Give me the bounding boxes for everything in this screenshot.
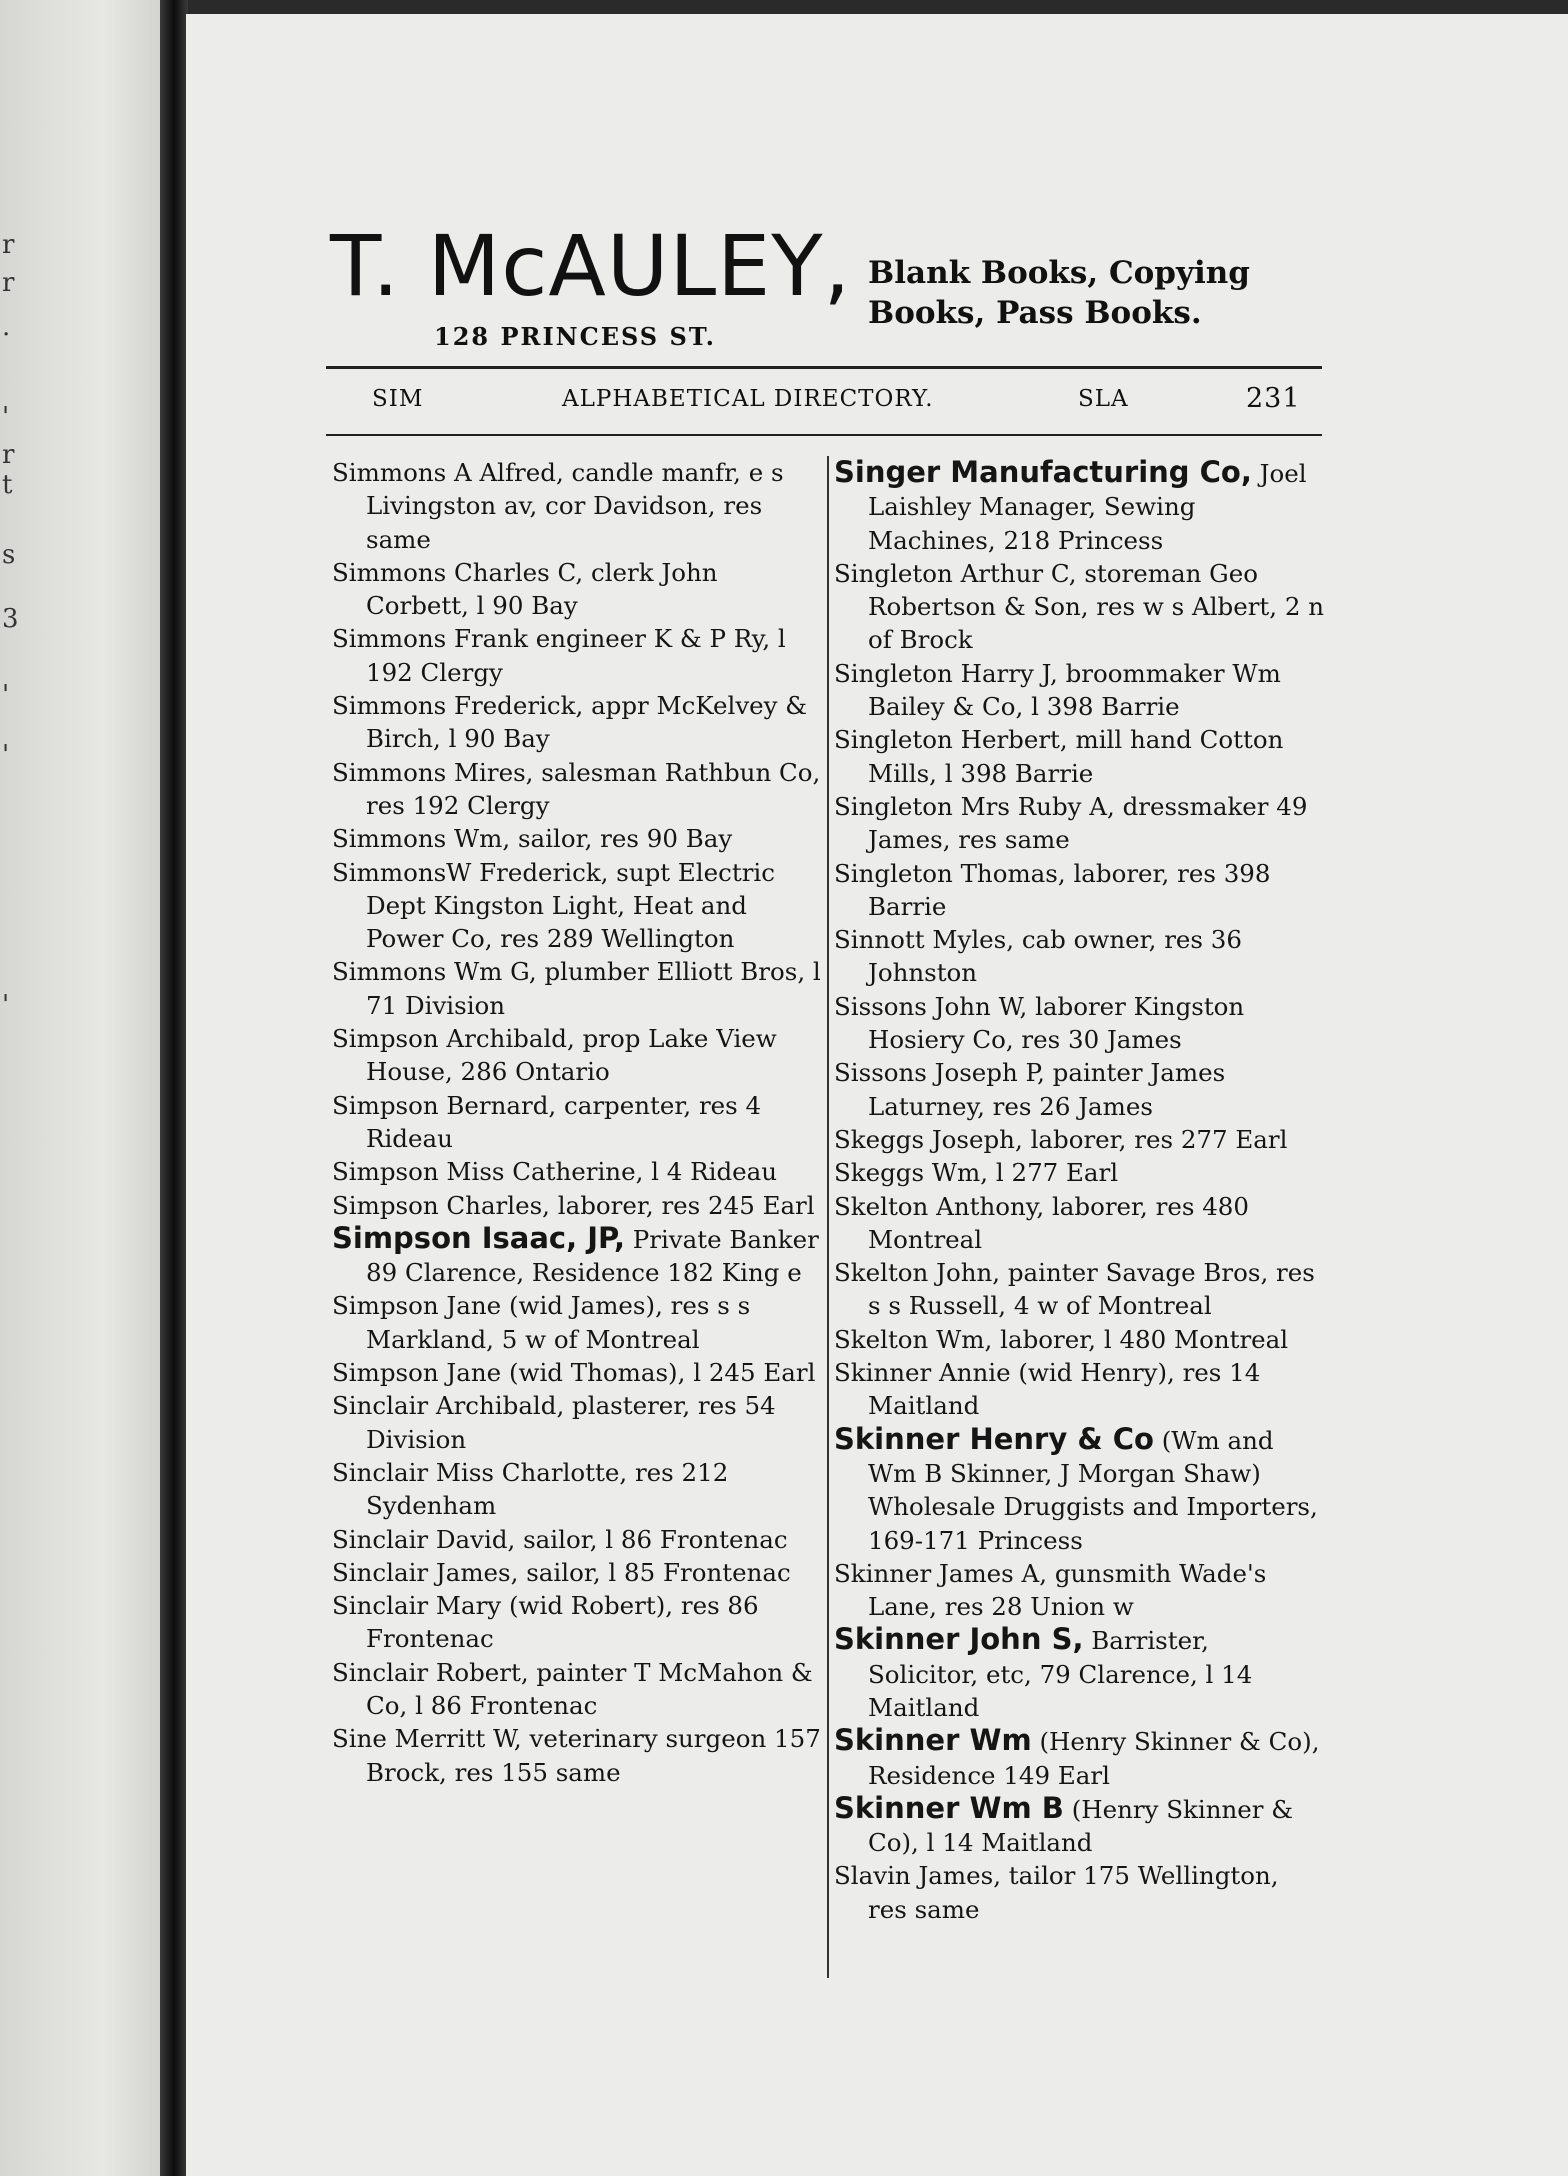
directory-entry <box>332 1456 822 1523</box>
entry-details: sailor, res 90 Bay <box>517 824 733 854</box>
running-head <box>326 383 1322 426</box>
entry-name: Sinclair Archibald, <box>332 1391 565 1421</box>
directory-entry <box>332 456 822 556</box>
entry-name: Simpson Isaac, JP, <box>332 1220 625 1255</box>
right-column <box>834 456 1324 1926</box>
entry-name: Sissons Joseph P, <box>834 1058 1045 1088</box>
directory-entry <box>834 1792 1324 1860</box>
directory-entry <box>332 756 822 823</box>
entry-name: Simmons Mires, <box>332 757 534 787</box>
entry-name: Sinclair Mary <box>332 1591 502 1621</box>
entry-name: Skelton Anthony, <box>834 1191 1045 1221</box>
directory-page <box>186 14 1568 2176</box>
entry-name: Simmons Wm, <box>332 824 511 854</box>
entry-name: Skinner Wm B <box>834 1790 1064 1825</box>
entry-name: Simmons Wm G, <box>332 957 537 987</box>
column-divider <box>827 456 829 1978</box>
directory-entry <box>834 657 1324 724</box>
entry-details: sailor, l 86 Frontenac <box>523 1524 788 1554</box>
directory-entry <box>834 990 1324 1057</box>
entry-details: carpenter, res 4 Rideau <box>366 1090 762 1153</box>
entry-details: Barrister, Solicitor, etc, 79 Clarence, l 14 Maitland <box>868 1626 1253 1722</box>
entry-details: veterinary surgeon 157 Brock, res 155 same <box>366 1724 821 1787</box>
entry-name: Simmons Charles C, <box>332 557 584 587</box>
entry-name: Simmons Frank <box>332 624 528 654</box>
entry-name: Simpson Jane <box>332 1291 502 1321</box>
entry-name: Skinner Annie <box>834 1358 1011 1388</box>
entry-details: sailor, l 85 Frontenac <box>526 1557 791 1587</box>
running-head-title: ALPHABETICAL DIRECTORY. <box>562 386 934 412</box>
entry-details: gunsmith Wade's Lane, res 28 Union w <box>868 1558 1267 1622</box>
entry-details: (wid James), res s s Markland, 5 w of Montreal <box>366 1291 751 1354</box>
entry-name: Simpson Archibald, <box>332 1024 575 1054</box>
directory-entry <box>834 1859 1324 1926</box>
entry-name: Skelton John, <box>834 1258 1001 1288</box>
entry-name: Simpson Miss Catherine, <box>332 1157 644 1187</box>
entry-details: laborer, res 245 Earl <box>557 1190 815 1220</box>
facing-page-edge <box>0 0 172 2176</box>
entry-details: tailor 175 Wellington, res same <box>868 1861 1279 1924</box>
entry-details: laborer, res 277 Earl <box>1030 1124 1288 1154</box>
entry-details: laborer, l 480 Montreal <box>1000 1324 1289 1354</box>
directory-entry <box>332 1222 822 1290</box>
directory-entry <box>332 1289 822 1356</box>
entry-details: laborer Kingston Hosiery Co, res 30 James <box>868 991 1245 1055</box>
facing-page-fragment: 3 <box>2 604 19 634</box>
facing-page-fragment: . <box>2 312 11 342</box>
entry-details: cab owner, res 36 Johnston <box>868 925 1242 988</box>
entry-name: Simmons Frederick, <box>332 691 584 721</box>
directory-entry <box>834 1190 1324 1257</box>
entry-details: Private Banker 89 Clarence, Residence 182 King e <box>366 1224 819 1288</box>
entry-details: plumber Elliott Bros, l 71 Division <box>366 957 821 1020</box>
entry-name: Singleton Arthur C, <box>834 558 1077 588</box>
directory-entry <box>332 1189 822 1222</box>
directory-entry <box>834 1056 1324 1123</box>
entry-details: (Henry Skinner & Co), Residence 149 Earl <box>868 1727 1320 1790</box>
entry-name: Singleton Thomas, <box>834 858 1066 888</box>
running-head-right-key: SLA <box>1078 386 1129 412</box>
advertisement-header <box>330 217 1314 374</box>
facing-page-fragment: s <box>2 540 16 570</box>
entry-details: clerk John Corbett, l 90 Bay <box>366 557 718 621</box>
directory-entry <box>834 1557 1324 1624</box>
entry-name: Sinclair James, <box>332 1557 519 1587</box>
advertiser-address: 128 PRINCESS ST. <box>434 322 716 351</box>
entry-name: SimmonsW Frederick, <box>332 857 609 887</box>
entry-details: supt Electric Dept Kingston Light, Heat and Power Co, res 289 Wellington <box>366 857 775 954</box>
directory-entry <box>834 456 1324 557</box>
entry-details: prop Lake View House, 286 Ontario <box>366 1024 777 1087</box>
directory-columns <box>332 456 1328 1986</box>
facing-page-fragment: r <box>2 230 15 260</box>
tagline-line-1: Blank Books, Copying <box>868 255 1250 291</box>
directory-entry <box>332 1523 822 1556</box>
entry-details: (wid Robert), res 86 Frontenac <box>366 1591 759 1654</box>
directory-entry <box>332 1589 822 1656</box>
entry-name: Sinclair Robert, <box>332 1657 529 1687</box>
directory-entry <box>332 1389 822 1456</box>
directory-entry <box>332 1155 822 1188</box>
entry-name: Sinnott Myles, <box>834 925 1015 955</box>
directory-entry <box>332 1022 822 1089</box>
entry-name: Sinclair David, <box>332 1524 516 1554</box>
facing-page-fragment: ' <box>2 402 10 432</box>
directory-entry <box>332 856 822 956</box>
entry-name: Simpson Bernard, <box>332 1090 557 1120</box>
entry-details: engineer K & P Ry, l 192 Clergy <box>366 624 786 687</box>
entry-name: Skinner John S, <box>834 1622 1084 1657</box>
entry-name: Skeggs Wm, <box>834 1158 989 1188</box>
directory-entry <box>834 1323 1324 1356</box>
entry-name: Skinner James A, <box>834 1558 1048 1588</box>
directory-entry <box>834 857 1324 924</box>
facing-page-fragment: ' <box>2 990 10 1020</box>
directory-entry <box>834 1623 1324 1724</box>
entry-details: (Wm and Wm B Skinner, J Morgan Shaw) Wholesale Druggists and Importers, 169-171 Princess <box>868 1425 1318 1555</box>
entry-details: l 4 Rideau <box>651 1157 778 1187</box>
entry-details: plasterer, res 54 Division <box>366 1391 776 1454</box>
entry-name: Singleton Herbert, <box>834 725 1068 755</box>
directory-entry <box>332 1556 822 1589</box>
entry-name: Singleton Harry J, <box>834 658 1058 688</box>
facing-page-fragment: ' <box>2 740 10 770</box>
directory-entry <box>332 622 822 689</box>
entry-name: Simpson Charles, <box>332 1190 550 1220</box>
running-head-rule <box>326 434 1322 436</box>
entry-details: candle manfr, e s Livingston av, cor Davidson, res same <box>366 458 784 554</box>
entry-name: Skinner Wm <box>834 1723 1032 1758</box>
entry-name: Simpson Jane <box>332 1358 502 1388</box>
running-head-left-key: SIM <box>372 386 424 412</box>
directory-entry <box>834 1123 1324 1156</box>
directory-entry <box>834 1256 1324 1323</box>
directory-entry <box>332 822 822 855</box>
entry-details: salesman Rathbun Co, res 192 Clergy <box>366 757 821 820</box>
entry-name: Skinner Henry & Co <box>834 1421 1154 1456</box>
book-gutter <box>160 0 188 2176</box>
facing-page-fragment: r <box>2 440 15 470</box>
advertiser-tagline <box>868 254 1328 333</box>
entry-details: (wid Thomas), l 245 Earl <box>508 1358 816 1388</box>
directory-entry <box>834 557 1324 657</box>
tagline-line-2: Books, Pass Books. <box>868 294 1202 331</box>
directory-entry <box>834 923 1324 990</box>
directory-entry <box>834 1724 1324 1792</box>
directory-entry <box>834 1423 1324 1557</box>
directory-entry <box>332 1356 822 1389</box>
entry-name: Slavin James, <box>834 1861 1001 1891</box>
entry-name: Sinclair Miss Charlotte, <box>332 1457 628 1487</box>
entry-details: laborer, res 480 Montreal <box>868 1191 1249 1254</box>
entry-details: dressmaker 49 James, res same <box>868 791 1308 855</box>
directory-entry <box>834 790 1324 857</box>
directory-entry <box>834 1156 1324 1189</box>
entry-name: Skelton Wm, <box>834 1324 993 1354</box>
entry-name: Singleton Mrs Ruby A, <box>834 791 1115 821</box>
facing-page-fragment: t <box>2 470 13 500</box>
entry-details: appr McKelvey & Birch, l 90 Bay <box>366 691 808 754</box>
directory-entry <box>834 1356 1324 1423</box>
facing-page-fragment: ' <box>2 680 10 710</box>
entry-name: Sine Merritt W, <box>332 1724 522 1754</box>
entry-name: Sissons John W, <box>834 991 1028 1021</box>
directory-entry <box>332 1089 822 1156</box>
entry-details: res 212 Sydenham <box>366 1457 729 1521</box>
directory-entry <box>834 723 1324 790</box>
directory-entry <box>332 556 822 623</box>
header-rule <box>326 366 1322 369</box>
entry-details: laborer, res 398 Barrie <box>868 858 1271 921</box>
entry-details: l 277 Earl <box>995 1158 1119 1188</box>
entry-details: (wid Henry), res 14 Maitland <box>868 1358 1261 1421</box>
entry-name: Singer Manufacturing Co, <box>834 455 1252 489</box>
facing-page-fragment: r <box>2 268 15 298</box>
entry-details: broommaker Wm Bailey & Co, l 398 Barrie <box>868 658 1281 722</box>
entry-details: painter James Laturney, res 26 James <box>868 1058 1226 1121</box>
directory-entry <box>332 1722 822 1789</box>
directory-entry <box>332 955 822 1022</box>
entry-details: mill hand Cotton Mills, l 398 Barrie <box>868 725 1284 788</box>
entry-details: painter T McMahon & Co, l 86 Frontenac <box>366 1657 813 1720</box>
entry-details: (Henry Skinner & Co), l 14 Maitland <box>868 1794 1294 1858</box>
entry-name: Simmons A Alfred, <box>332 458 564 487</box>
left-column <box>332 456 822 1789</box>
directory-entry <box>332 1656 822 1723</box>
entry-details: painter Savage Bros, res s s Russell, 4 w of Montreal <box>868 1258 1315 1321</box>
entry-details: Joel Laishley Manager, Sewing Machines, 218 Princess <box>868 459 1307 555</box>
entry-name: Skeggs Joseph, <box>834 1124 1023 1154</box>
advertiser-name: T. McAULEY, <box>330 217 852 315</box>
directory-entry <box>332 689 822 756</box>
page-number: 231 <box>1246 383 1301 414</box>
entry-details: storeman Geo Robertson & Son, res w s Albert, 2 n of Brock <box>868 558 1325 655</box>
